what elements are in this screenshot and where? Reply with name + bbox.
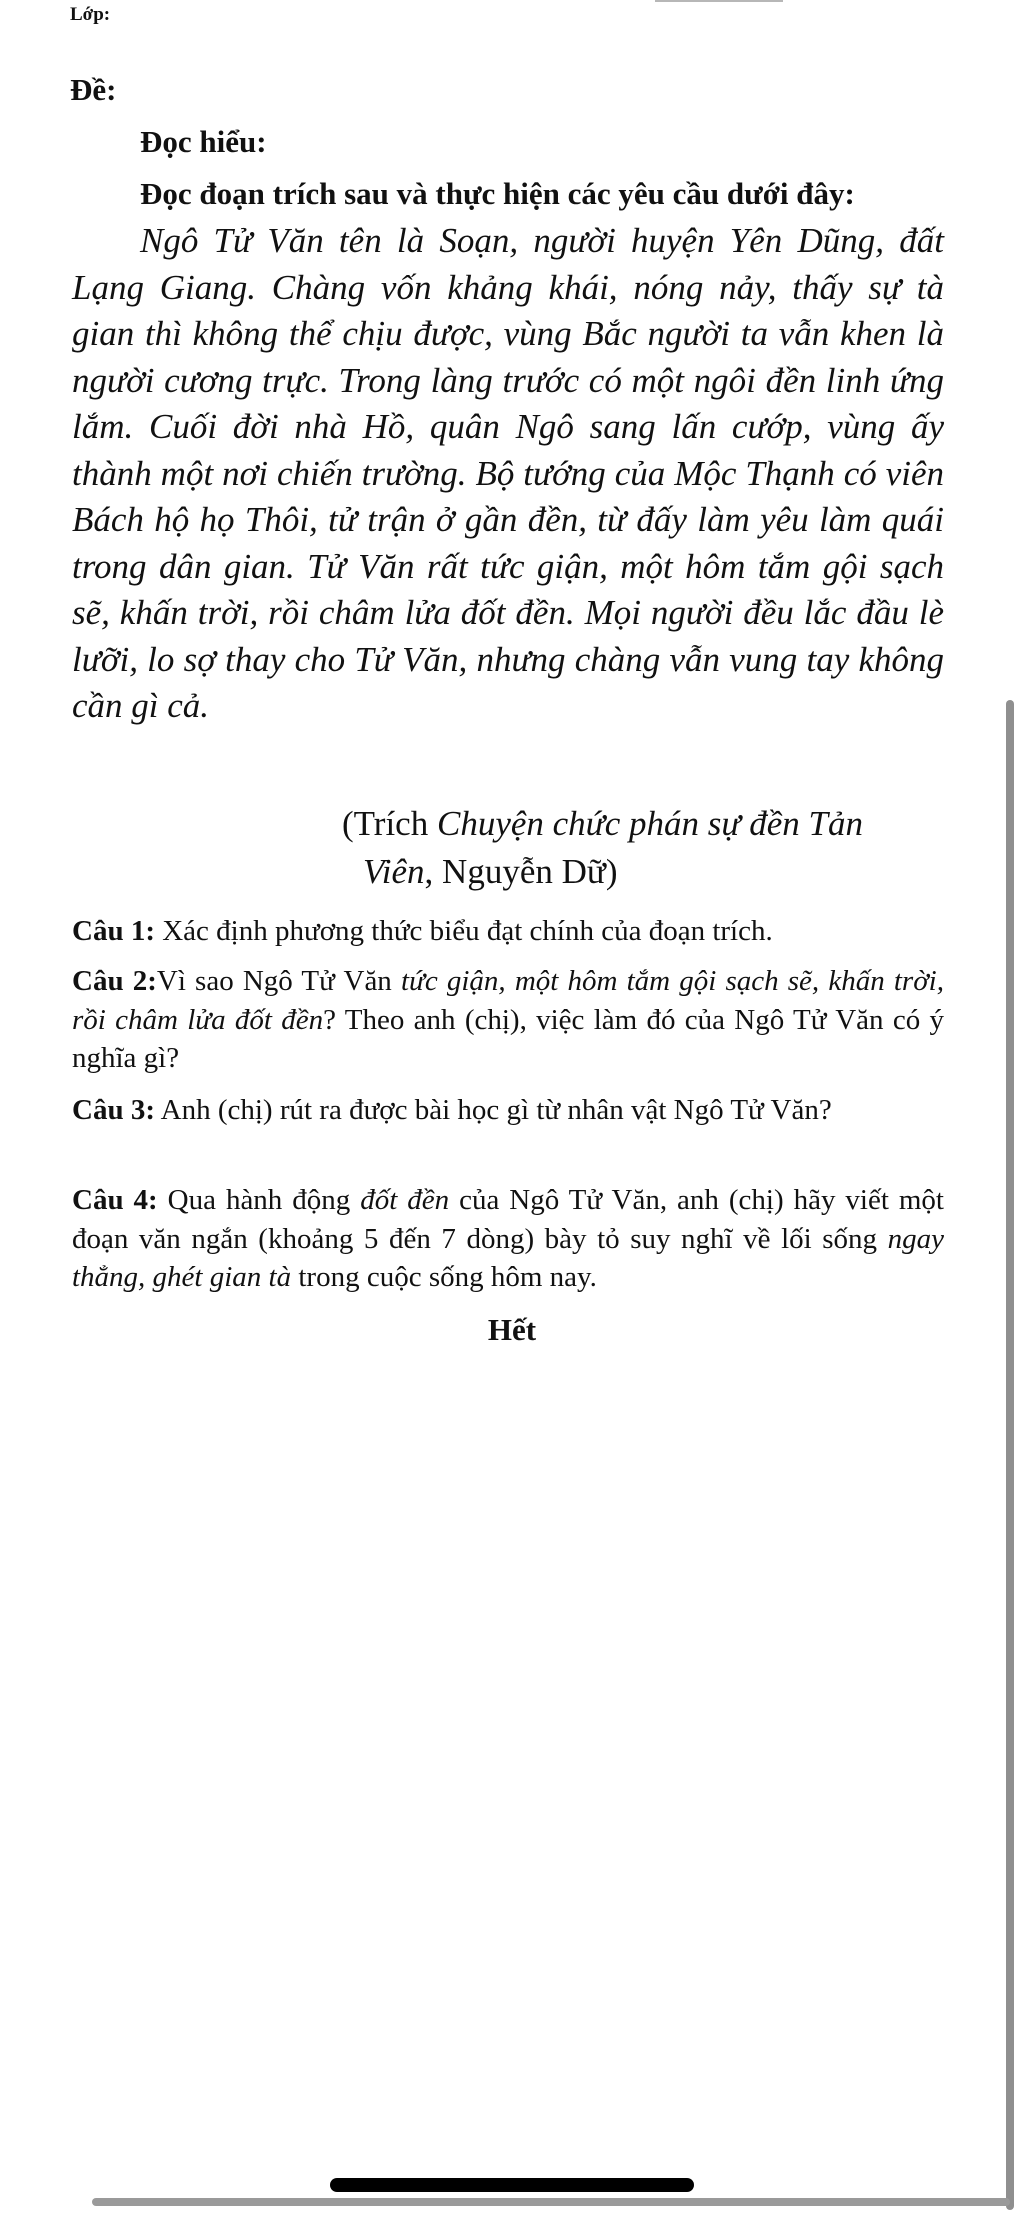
question-4 [72,1181,944,1297]
exam-title: Đề: [70,72,117,107]
question-1 [72,912,944,951]
section-heading: Đọc hiểu: [140,124,267,159]
vertical-scrollbar[interactable] [1006,700,1014,2210]
question-2-text-before: Vì sao Ngô Tử Văn [156,965,401,997]
question-4-emphasis-2: ngay thẳng, ghét gian tà [72,1222,944,1293]
question-4-text-after: trong cuộc sống hôm nay. [291,1261,597,1293]
home-indicator[interactable] [330,2178,694,2192]
question-3-label: Câu 3: [72,1094,155,1126]
citation-suffix: , Nguyễn Dữ) [424,852,618,891]
question-2-emphasis: tức giận, một hôm tắm gội sạch sẽ, khấn trời, rồi châm lửa đốt đền [72,965,944,1036]
question-4-label: Câu 4: [72,1184,158,1216]
question-4-text-middle: của Ngô Tử Văn, anh (chị) hãy viết một đoạn văn ngắn (khoảng 5 đến 7 dòng) bày tỏ suy nghĩ về lối sống [72,1184,944,1255]
header-rule [655,0,783,2]
reading-passage: Ngô Tử Văn tên là Soạn, người huyện Yên Dũng, đất Lạng Giang. Chàng vốn khảng khái, nóng nảy, thấy sự tà gian thì không thể chịu được, vùng Bắc người ta vẫn khen là người cương trực. Trong làng trước có một ngôi đền linh ứng lắm. Cuối đời nhà Hồ, quân Ngô sang lấn cướp, vùng ấy thành một nơi chiến trường. Bộ tướng của Mộc Thạnh có viên Bách hộ họ Thôi, tử trận ở gần đền, từ đấy làm yêu làm quái trong dân gian. Tử Văn rất tức giận, một hôm tắm gội sạch sẽ, khấn trời, rồi châm lửa đốt đền. Mọi người đều lắc đầu lè lưỡi, lo sợ thay cho Tử Văn, nhưng chàng vẫn vung tay không cần gì cả. [72,221,944,725]
question-4-emphasis-1: đốt đền [360,1184,450,1216]
citation [342,800,942,896]
citation-work-title-cont: Viên [363,852,425,891]
question-2-label: Câu 2: [72,965,157,997]
end-mark: Hết [487,1312,537,1347]
instruction: Đọc đoạn trích sau và thực hiện các yêu cầu dưới đây: [140,176,855,211]
question-2-text-after: ? Theo anh (chị), việc làm đó của Ngô Tử Văn có ý nghĩa gì? [72,1003,944,1074]
question-1-text: Xác định phương thức biểu đạt chính của đoạn trích. [154,915,773,947]
class-label: Lớp: [70,4,111,25]
question-2 [72,962,944,1078]
page-bottom-edge [92,2198,1010,2206]
question-1-label: Câu 1: [72,915,155,947]
question-3 [72,1091,944,1130]
citation-author-line [342,848,942,896]
question-4-text-before: Qua hành động [157,1184,361,1216]
question-3-text: Anh (chị) rút ra được bài học gì từ nhân vật Ngô Tử Văn? [154,1094,832,1126]
citation-work-title: Chuyện chức phán sự đền Tản [436,804,864,843]
citation-prefix: (Trích [342,804,437,843]
